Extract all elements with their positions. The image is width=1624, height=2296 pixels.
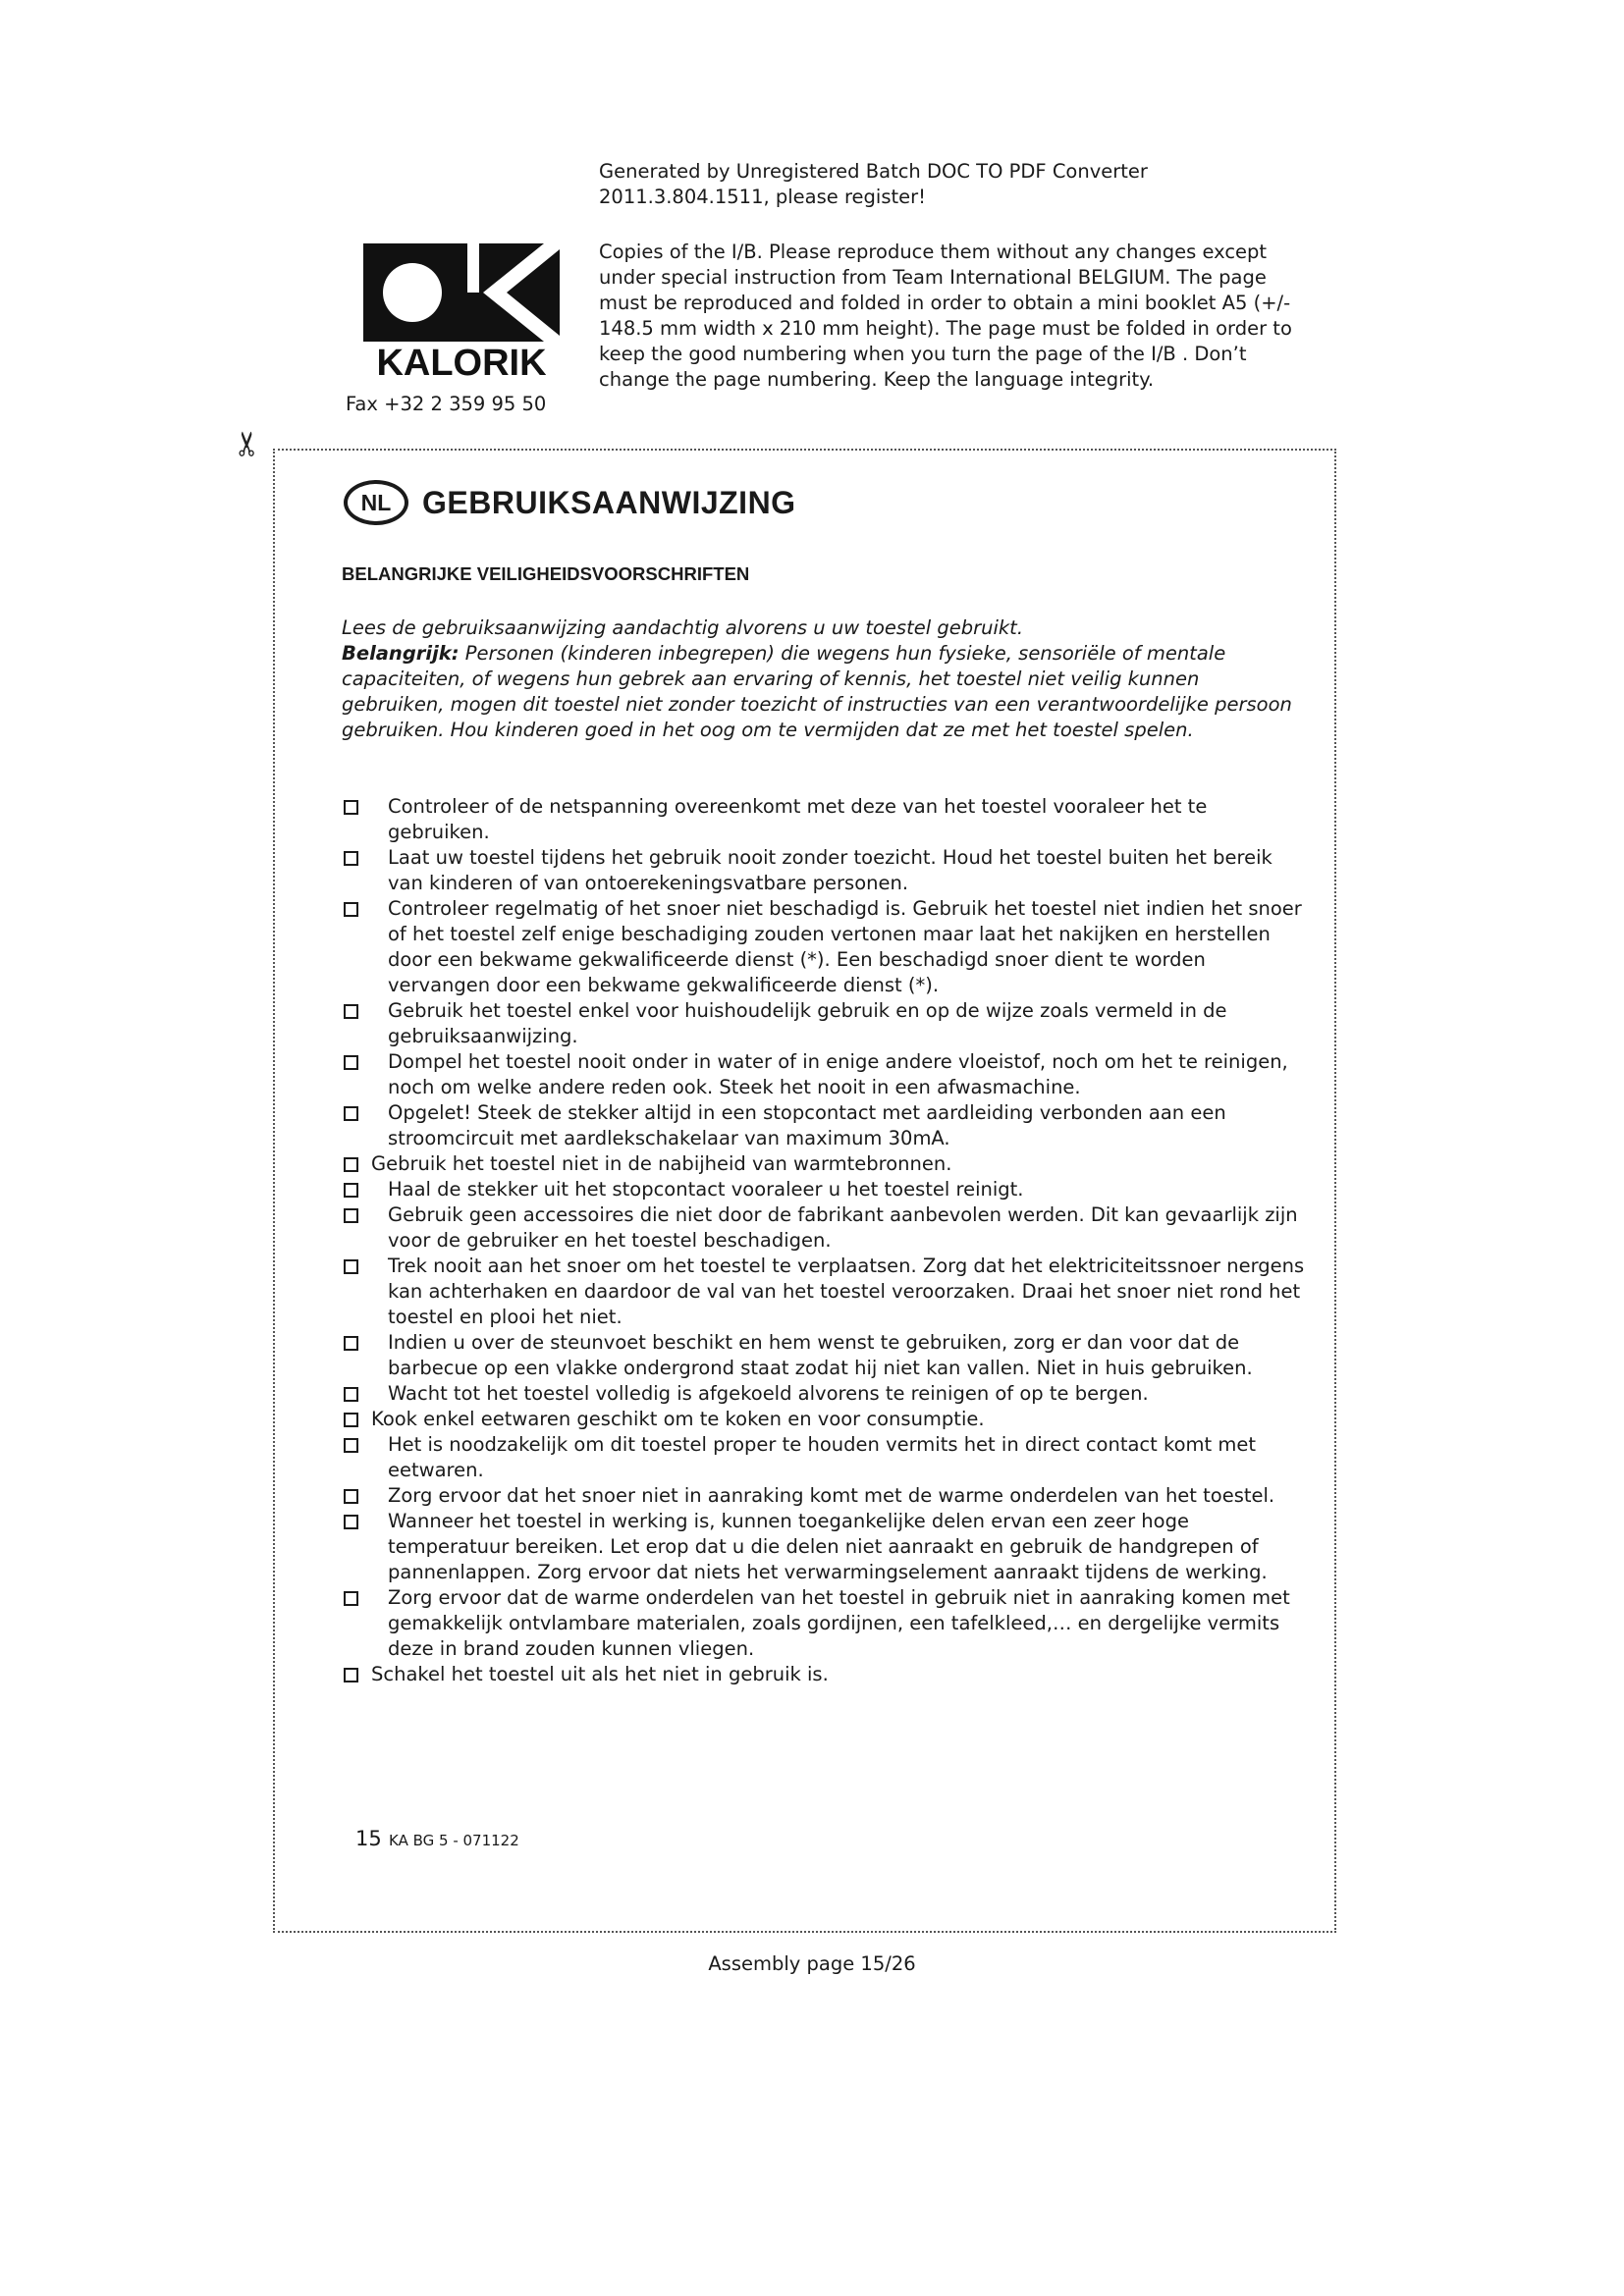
checkbox-icon <box>344 1336 358 1351</box>
list-item-text: Dompel het toestel nooit onder in water of in enige andere vloeistof, noch om het te reinigen, noch om welke andere reden ook. Steek het nooit in een afwasmachine. <box>388 1050 1288 1098</box>
list-item <box>342 1432 1309 1483</box>
list-item <box>342 1330 1309 1381</box>
list-item-text: Het is noodzakelijk om dit toestel proper te houden vermits het in direct contact komt met eetwaren. <box>388 1433 1256 1481</box>
list-item-text: Indien u over de steunvoet beschikt en hem wenst te gebruiken, zorg er dan voor dat de barbecue op een vlakke ondergrond staat zodat hij niet kan vallen. Niet in huis gebruiken. <box>388 1331 1253 1379</box>
assembly-page-label: Assembly page 15/26 <box>708 1952 916 1975</box>
list-item-text: Haal de stekker uit het stopcontact vooraleer u het toestel reinigt. <box>388 1178 1024 1201</box>
list-item-text: Gebruik het toestel niet in de nabijheid van warmtebronnen. <box>371 1152 952 1175</box>
checkbox-icon <box>344 1668 358 1682</box>
checkbox-icon <box>344 1438 358 1453</box>
brand-wordmark: KALORIK <box>376 343 547 381</box>
kalorik-logo <box>348 236 575 381</box>
list-item <box>342 1049 1309 1100</box>
converter-notice-line2: 2011.3.804.1511, please register! <box>599 186 926 208</box>
checkbox-icon <box>344 1004 358 1019</box>
list-item-text: Schakel het toestel uit als het niet in gebruik is. <box>371 1663 829 1685</box>
checkbox-icon <box>344 1489 358 1504</box>
list-item-text: Laat uw toestel tijdens het gebruik nooit zonder toezicht. Houd het toestel buiten het bereik van kinderen of van ontoerekeningsvatbare personen. <box>388 846 1272 894</box>
list-item <box>342 1254 1309 1330</box>
list-item-text: Wanneer het toestel in werking is, kunnen toegankelijke delen ervan een zeer hoge temperatuur bereiken. Let erop dat u die delen niet aanraakt en gebruik de handgrepen of pannenlappen. Zorg ervoor dat niets het verwarmingselement aanraakt tijdens de werking. <box>388 1510 1268 1583</box>
checkbox-icon <box>344 1259 358 1274</box>
list-item-text: Zorg ervoor dat de warme onderdelen van het toestel in gebruik niet in aanraking komen met gemakkelijk ontvlambare materialen, zoals gordijnen, een tafelkleed,… en dergelijke vermits deze in brand zouden kunnen vliegen. <box>388 1586 1290 1660</box>
list-item-text: Controleer regelmatig of het snoer niet beschadigd is. Gebruik het toestel niet indien het snoer of het toestel zelf enige beschadiging zouden vertonen maar laat het nakijken en herstellen door een bekwame gekwalificeerde dienst (*). Een beschadigd snoer dient te worden vervangen door een bekwame gekwalificeerde dienst (*). <box>388 897 1302 996</box>
important-paragraph <box>342 641 1304 743</box>
safety-list <box>342 794 1309 1687</box>
list-item-text: Kook enkel eetwaren geschikt om te koken en voor consumptie. <box>371 1408 985 1430</box>
checkbox-icon <box>344 1387 358 1402</box>
checkbox-icon <box>344 1157 358 1172</box>
checkbox-icon <box>344 800 358 815</box>
list-item <box>342 1151 1309 1177</box>
checkbox-icon <box>344 1413 358 1427</box>
list-item-text: Trek nooit aan het snoer om het toestel te verplaatsen. Zorg dat het elektriciteitssnoer nergens kan achterhaken en daardoor de val van het toestel veroorzaken. Draai het snoer niet rond het toestel en plooi het niet. <box>388 1255 1305 1328</box>
list-item <box>342 1662 1309 1687</box>
list-item <box>342 1483 1309 1509</box>
list-item-text: Gebruik het toestel enkel voor huishoudelijk gebruik en op de wijze zoals vermeld in de gebruiksaanwijzing. <box>388 999 1227 1047</box>
list-item-text: Controleer of de netspanning overeenkomt met deze van het toestel vooraleer het te gebruiken. <box>388 795 1208 843</box>
list-item <box>342 845 1309 896</box>
checkbox-icon <box>344 1208 358 1223</box>
checkbox-icon <box>344 851 358 866</box>
checkbox-icon <box>344 1515 358 1529</box>
list-item-text: Gebruik geen accessoires die niet door de fabrikant aanbevolen werden. Dit kan gevaarlijk zijn voor de gebruiker en het toestel beschadigen. <box>388 1203 1298 1252</box>
language-badge: NL <box>344 480 408 525</box>
page-title: GEBRUIKSAANWIJZING <box>422 484 796 520</box>
list-item <box>342 1100 1309 1151</box>
checkbox-icon <box>344 1055 358 1070</box>
checkbox-icon <box>344 1106 358 1121</box>
checkbox-icon <box>344 1183 358 1198</box>
page-number: 15 <box>355 1827 382 1850</box>
list-item <box>342 1381 1309 1407</box>
copies-instructions: Copies of the I/B. Please reproduce them without any changes except under special instruction from Team International BELGIUM. The page must be reproduced and folded in order to obtain a mini booklet A5 (+/- 148.5 mm width x 210 mm height). The page must be folded in order to keep the good numbering when you turn the page of the I/B . Don’t change the page numbering. Keep the language integrity. <box>599 240 1292 391</box>
list-item <box>342 1407 1309 1432</box>
checkbox-icon <box>344 902 358 917</box>
converter-notice-line1: Generated by Unregistered Batch DOC TO PDF Converter <box>599 160 1148 183</box>
list-item <box>342 794 1309 845</box>
list-item-text: Wacht tot het toestel volledig is afgekoeld alvorens te reinigen of op te bergen. <box>388 1382 1149 1405</box>
list-item-text: Zorg ervoor dat het snoer niet in aanraking komt met de warme onderdelen van het toestel. <box>388 1484 1275 1507</box>
list-item <box>342 896 1309 998</box>
converter-notice <box>599 159 1306 210</box>
list-item <box>342 1177 1309 1202</box>
language-header <box>344 480 796 525</box>
list-item-text: Opgelet! Steek de stekker altijd in een stopcontact met aardleiding verbonden aan een stroomcircuit met aardlekschakelaar van maximum 30mA. <box>388 1101 1226 1149</box>
list-item <box>342 1202 1309 1254</box>
list-item <box>342 1585 1309 1662</box>
scissors-icon: ✂ <box>228 429 268 458</box>
checkbox-icon <box>344 1591 358 1606</box>
intro-block <box>342 615 1304 743</box>
important-text: Personen (kinderen inbegrepen) die wegens hun fysieke, sensoriële of mentale capaciteiten, of wegens hun gebrek aan ervaring of kennis, het toestel niet veilig kunnen gebruiken, mogen dit toestel niet zonder toezicht of instructies van een verantwoordelijke persoon gebruiken. Hou kinderen goed in het oog om te vermijden dat ze met het toestel spelen. <box>342 642 1292 741</box>
list-item <box>342 1509 1309 1585</box>
fax-number: Fax +32 2 359 95 50 <box>346 393 547 415</box>
list-item <box>342 998 1309 1049</box>
section-title: BELANGRIJKE VEILIGHEIDSVOORSCHRIFTEN <box>342 563 750 584</box>
important-label: Belangrijk: <box>342 642 460 665</box>
document-code: KA BG 5 - 071122 <box>389 1832 519 1849</box>
intro-line: Lees de gebruiksaanwijzing aandachtig alvorens u uw toestel gebruikt. <box>342 616 1024 639</box>
